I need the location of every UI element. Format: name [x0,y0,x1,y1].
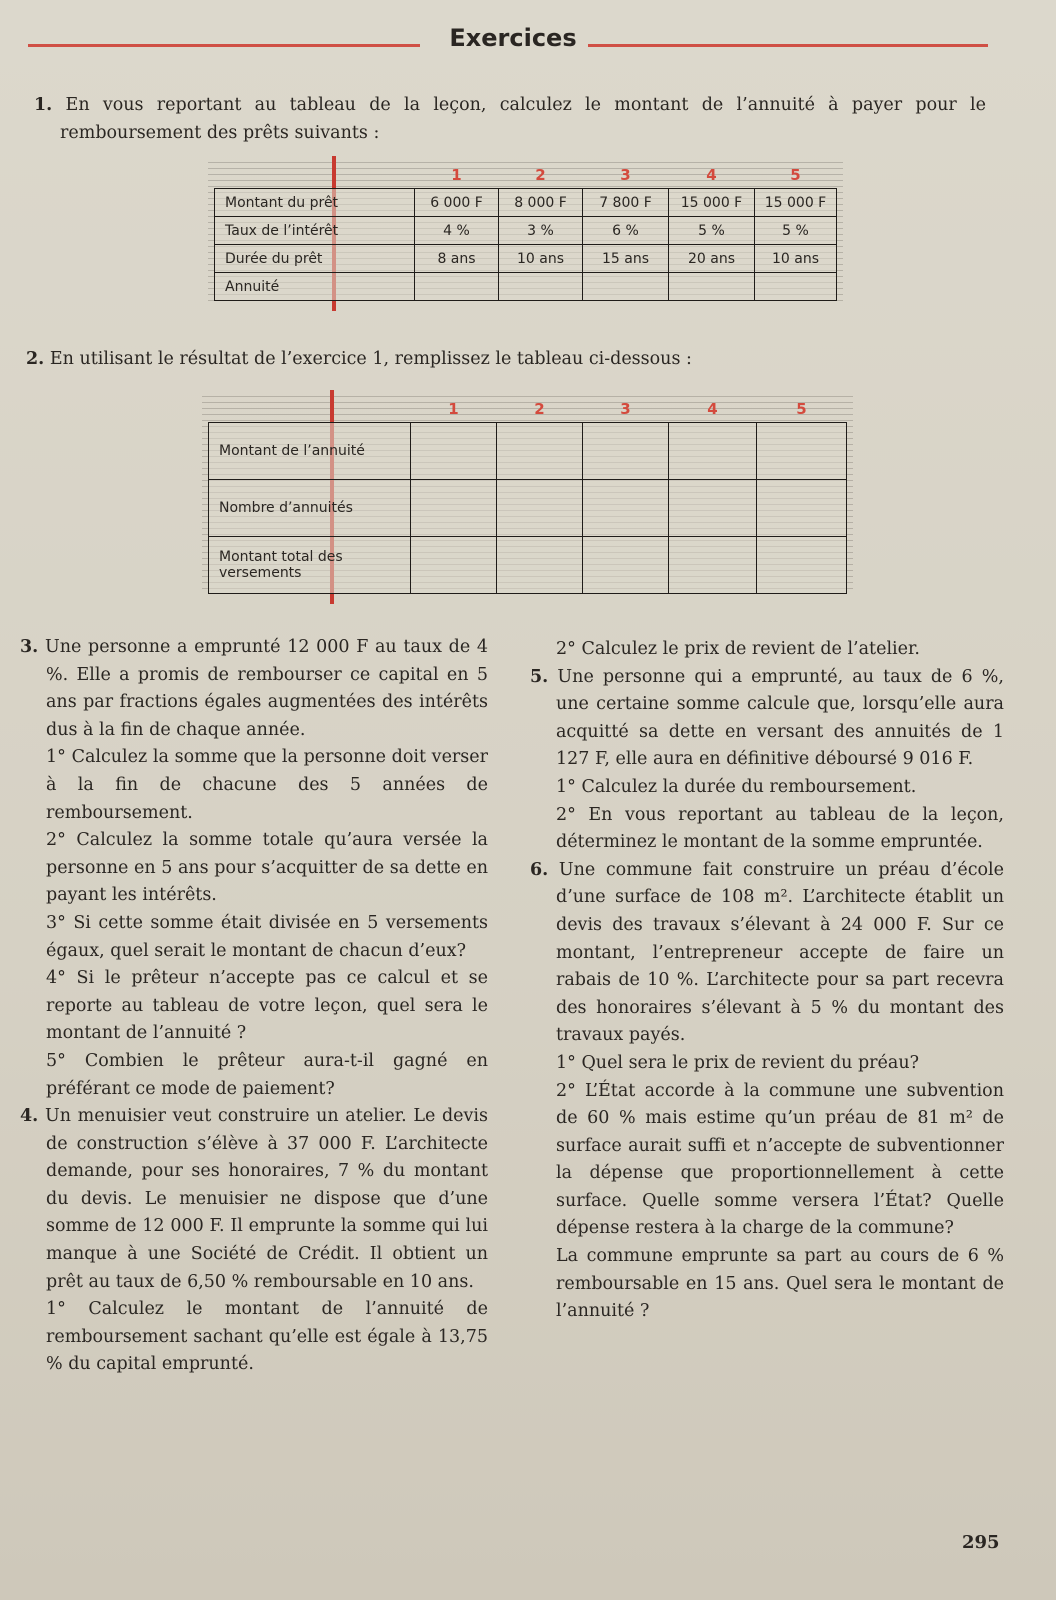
table-cell [499,273,583,301]
exercise-number: 3. [20,637,39,657]
table-row [209,537,847,594]
column-header: 5 [796,400,807,418]
exercise-question: La commune emprunte sa part au cours de 6 % remboursable en 15 ans. Quel sera le montant de l’annuité ? [556,1246,1004,1322]
exercise-question: 5° Combien le prêteur aura-t-il gagné en préférant ce mode de paiement? [46,1050,488,1099]
table-cell [757,480,847,537]
exercise-3-intro [20,634,488,744]
table-cell [583,273,669,301]
exercise-number: 5. [530,666,549,687]
exercise-1 [34,92,986,147]
column-header: 5 [790,166,801,184]
exercise-question: 1° Quel sera le prix de revient du préau? [556,1052,919,1073]
exercise-number: 1. [34,95,53,115]
column-header: 4 [707,400,718,418]
row-label: Durée du prêt [215,245,415,273]
table-cell: 4 % [415,217,499,245]
table-cell: 5 % [755,217,837,245]
results-table [208,396,847,594]
exercise-text: En vous reportant au tableau de la leçon, calculez le montant de l’annuité à payer pour le remboursement des prêts suivants : [60,95,986,143]
exercise-question: 4° Si le prêteur n’accepte pas ce calcul et se reporte au tableau de votre leçon, quel sera le montant de l’annuité ? [46,968,488,1044]
header-rule-left [28,44,420,47]
table-cell: 10 ans [755,245,837,273]
row-label: Nombre d’annuités [209,480,411,537]
table-row [215,189,837,217]
exercise-text: Une commune fait construire un préau d’école d’une surface de 108 m². L’architecte établit un devis des travaux s’élevant à 24 000 F. Sur ce montant, l’entrepreneur accepte de faire un rabais de 10 %. L’architecte pour sa part recevra des honoraires s’élevant à 5 % du montant des travaux payés. [556,859,1004,1046]
page-number: 295 [962,1532,1000,1553]
loan-table [214,162,837,301]
table-cell: 6 000 F [415,189,499,217]
results-grid [208,396,847,594]
column-header: 2 [534,400,545,418]
table-cell [497,537,583,594]
table-row [215,273,837,301]
column-header: 2 [535,166,546,184]
column-header: 3 [620,166,631,184]
table-cell: 15 000 F [755,189,837,217]
table-cell [669,537,757,594]
row-label: Annuité [215,273,415,301]
exercise-4-intro [20,1103,488,1296]
exercise-question: 3° Si cette somme était divisée en 5 versements égaux, quel serait le montant de chacun d’eux? [46,912,488,961]
exercise-question: 2° Calculez la somme totale qu’aura versée la personne en 5 ans pour s’acquitter de sa dette en payant les intérêts. [46,830,488,906]
table-cell [497,423,583,480]
table-row [209,480,847,537]
exercise-5-intro [530,664,1004,774]
exercise-text: En utilisant le résultat de l’exercice 1, remplissez le tableau ci-dessous : [49,349,692,369]
table-cell: 8 000 F [499,189,583,217]
table-cell: 5 % [669,217,755,245]
column-header: 4 [706,166,717,184]
table-cell [669,423,757,480]
table-row [215,245,837,273]
exercise-number: 6. [530,859,549,880]
right-column [530,636,1004,1326]
exercise-question: 1° Calculez la somme que la personne doit verser à la fin de chacune des 5 années de remboursement. [46,747,488,823]
column-header: 1 [448,400,459,418]
table-cell [757,423,847,480]
exercise-question: 1° Calculez le montant de l’annuité de remboursement sachant qu’elle est égale à 13,75 % du capital emprunté. [46,1299,488,1375]
table-cell [757,537,847,594]
row-label: Taux de l’intérêt [215,217,415,245]
table-cell [755,273,837,301]
left-column [20,634,488,1379]
table-cell: 7 800 F [583,189,669,217]
row-label: Montant total des versements [209,537,411,594]
column-header: 3 [620,400,631,418]
table-cell [411,480,497,537]
table-cell: 15 000 F [669,189,755,217]
table-cell: 10 ans [499,245,583,273]
table-cell: 3 % [499,217,583,245]
table-cell [583,537,669,594]
table-cell: 20 ans [669,245,755,273]
row-label: Montant du prêt [215,189,415,217]
exercise-question: 1° Calculez la durée du remboursement. [556,776,917,797]
table-header-row [209,396,847,423]
row-label: Montant de l’annuité [209,423,411,480]
loan-grid [214,162,837,301]
table-cell [669,480,757,537]
table-header-row [215,162,837,189]
table-cell [583,423,669,480]
exercise-question: 2° Calculez le prix de revient de l’atelier. [556,639,920,659]
section-header [28,24,988,64]
exercise-number: 2. [26,349,45,369]
table-cell [583,480,669,537]
section-title: Exercices [449,24,577,52]
table-cell: 8 ans [415,245,499,273]
exercise-text: Une personne qui a emprunté, au taux de 6 %, une certaine somme calcule que, lorsqu’elle aura acquitté sa dette en versant des annuités de 1 127 F, elle aura en définitive déboursé 9 016 F. [556,666,1004,770]
table-row [209,423,847,480]
table-cell: 15 ans [583,245,669,273]
exercise-6-intro [530,857,1004,1050]
table-cell [497,480,583,537]
header-rule-right [588,44,988,47]
table-cell [669,273,755,301]
exercise-number: 4. [20,1106,39,1127]
table-cell [411,537,497,594]
table-cell [415,273,499,301]
exercise-question: 2° L’État accorde à la commune une subvention de 60 % mais estime qu’un préau de 81 m² de surface aurait suffi et n’accepte de subventionner la dépense que proportionnellement à cette surface. Quelle somme versera l’État? Quelle dépense restera à la charge de la commune? [556,1080,1004,1239]
column-header: 1 [451,166,462,184]
exercise-2 [26,346,978,374]
exercise-text: Un menuisier veut construire un atelier. Le devis de construction s’élève à 37 000 F. L’architecte demande, pour ses honoraires, 7 % du montant du devis. Le menuisier ne dispose que d’une somme de 12 000 F. Il emprunte la somme qui lui manque à une Société de Crédit. Il obtient un prêt au taux de 6,50 % remboursable en 10 ans. [44,1106,488,1292]
exercise-question: 2° En vous reportant au tableau de la leçon, déterminez le montant de la somme empruntée. [556,804,1004,853]
table-cell [411,423,497,480]
table-row [215,217,837,245]
exercise-text: Une personne a emprunté 12 000 F au taux de 4 %. Elle a promis de rembourser ce capital en 5 ans par fractions égales augmentées des intérêts dus à la fin de chaque année. [44,637,488,740]
table-cell: 6 % [583,217,669,245]
